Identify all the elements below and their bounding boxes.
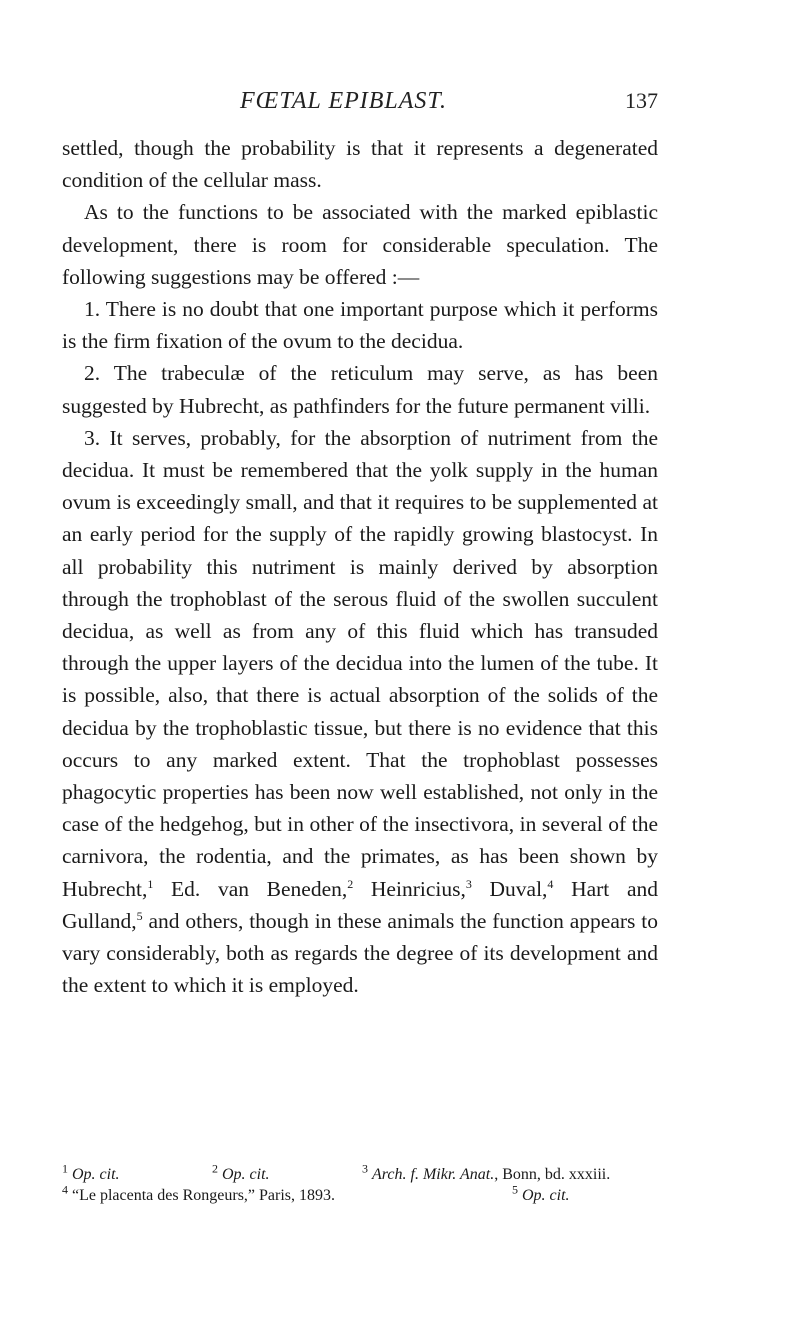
body-text bbox=[62, 132, 658, 1001]
footnote-4 bbox=[62, 1182, 512, 1206]
footnote-line-2 bbox=[62, 1182, 682, 1206]
footnote-4-text: “Le placenta des Rongeurs,” Paris, 1893. bbox=[72, 1187, 336, 1204]
page-number: 137 bbox=[625, 88, 658, 113]
footnote-3-text: , Bonn, bd. xxxiii. bbox=[494, 1166, 611, 1183]
point-3-text-f: and others, though in these animals the function appears to vary considerably, both as regards the degree of its development and the extent to which it is employed. bbox=[62, 908, 658, 998]
paragraph-point-3 bbox=[62, 422, 658, 1002]
paragraph-point-2: 2. The trabeculæ of the reticulum may serve, as has been suggested by Hubrecht, as pathfinders for the future permanent villi. bbox=[62, 361, 658, 418]
point-3-text-d: Duval, bbox=[471, 876, 548, 901]
footnote-3 bbox=[362, 1161, 611, 1185]
footnote-1-text: Op. cit. bbox=[72, 1166, 120, 1183]
paragraph-point-1: 1. There is no doubt that one important purpose which it performs is the firm fixation of the ovum to the decidua. bbox=[62, 297, 658, 354]
footnote-ref-4: 4 bbox=[547, 876, 554, 891]
point-3-text-c: Heinricius, bbox=[353, 876, 466, 901]
running-head bbox=[62, 88, 658, 115]
point-3-text-b: Ed. van Beneden, bbox=[153, 876, 348, 901]
footnote-ref-1: 1 bbox=[147, 876, 154, 891]
point-3-text-e: Hart and Gulland, bbox=[62, 876, 658, 933]
footnote-5 bbox=[512, 1182, 570, 1206]
footnote-3-number: 3 bbox=[362, 1161, 368, 1176]
footnote-1 bbox=[62, 1161, 212, 1185]
footnote-2-number: 2 bbox=[212, 1161, 218, 1176]
footnote-ref-2: 2 bbox=[347, 876, 354, 891]
footnote-ref-3: 3 bbox=[465, 876, 472, 891]
footnote-2 bbox=[212, 1161, 362, 1185]
paragraph-continuation: settled, though the probability is that it represents a degenerated condition of the cellular mass. bbox=[62, 136, 658, 193]
footnote-line-1 bbox=[62, 1161, 682, 1185]
point-3-text: 3. It serves, probably, for the absorption of nutriment from the decidua. It must be remembered that the yolk supply in the human ovum is exceedingly small, and that it requires to be supplemented at an early period for the supply of the rapidly growing blastocyst. In all probability this nutriment is mainly derived by absorption through the trophoblast of the serous fluid of the swollen succulent decidua, as well as from any of this fluid which has transuded through the upper layers of the decidua into the lumen of the tube. It is possible, also, that there is actual absorption of the solids of the decidua by the trophoblastic tissue, but there is no evidence that this occurs to any marked extent. That the trophoblast possesses phagocytic properties has been now well established, not only in the case of the hedgehog, but in other of the insectivora, in several of the carnivora, the rodentia, and the primates, as has been shown by Hubrecht, bbox=[62, 425, 658, 901]
paragraph-functions-intro: As to the functions to be associated with the marked epiblastic development, there is room for considerable speculation. The following suggestions may be offered :— bbox=[62, 200, 658, 289]
footnote-2-text: Op. cit. bbox=[222, 1166, 270, 1183]
footnote-1-number: 1 bbox=[62, 1161, 68, 1176]
footnote-3-journal: Arch. f. Mikr. Anat. bbox=[372, 1166, 495, 1183]
footnotes bbox=[62, 1161, 682, 1206]
footnote-5-text: Op. cit. bbox=[522, 1187, 570, 1204]
footnote-ref-5: 5 bbox=[136, 908, 143, 923]
footnote-5-number: 5 bbox=[512, 1182, 518, 1197]
running-title: FŒTAL EPIBLAST. bbox=[240, 88, 447, 114]
footnote-4-number: 4 bbox=[62, 1182, 68, 1197]
